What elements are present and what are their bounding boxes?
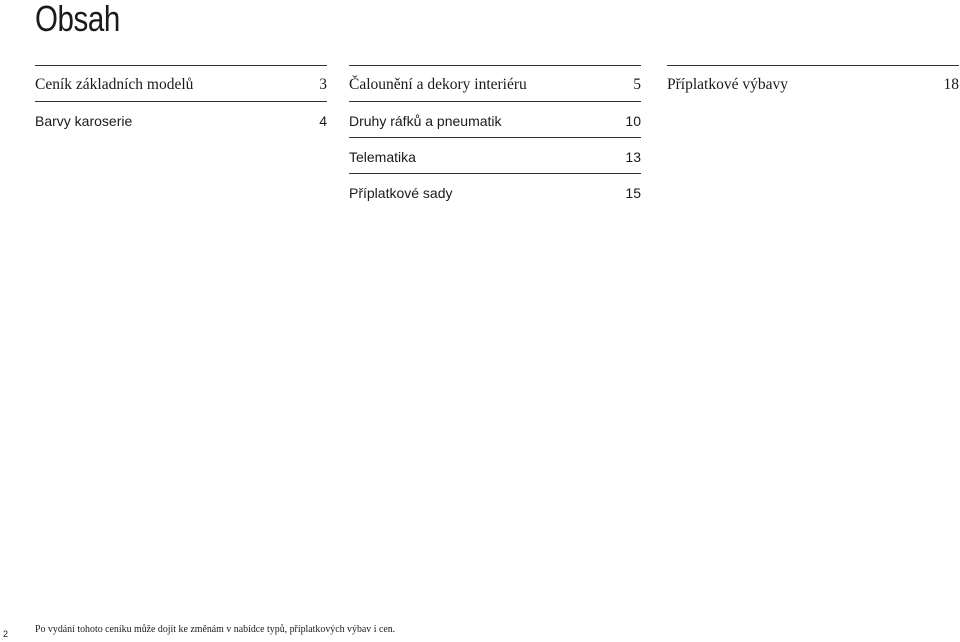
toc-entry-page: 13	[625, 149, 641, 165]
toc-entry-page: 18	[943, 76, 959, 93]
page-number: 2	[3, 629, 9, 639]
toc-entry-page: 15	[625, 185, 641, 201]
toc-entry[interactable]	[35, 65, 327, 101]
toc-entry-label: Barvy karoserie	[35, 113, 133, 129]
toc-entry-label: Příplatkové výbavy	[667, 76, 788, 93]
footer-note: Po vydání tohoto ceníku může dojít ke změnám v nabídce typů, příplatkových výbav i cen.	[35, 623, 396, 635]
toc-entry[interactable]	[349, 101, 641, 137]
toc-entry-label: Příplatkové sady	[349, 185, 453, 201]
toc-entry-label: Čalounění a dekory interiéru	[349, 76, 527, 93]
page-title: Obsah	[35, 0, 120, 39]
toc-entry-label: Druhy ráfků a pneumatik	[349, 113, 502, 129]
toc-entry[interactable]	[349, 65, 641, 101]
toc-entry-page: 4	[319, 113, 327, 129]
toc-entry[interactable]	[349, 173, 641, 209]
toc-column-2	[349, 65, 641, 209]
toc-entry[interactable]	[667, 65, 959, 101]
toc-entry-label: Ceník základních modelů	[35, 76, 194, 93]
toc-entry[interactable]	[349, 137, 641, 173]
toc-entry-page: 10	[625, 113, 641, 129]
toc-entry-page: 3	[319, 76, 327, 93]
toc-entry-page: 5	[633, 76, 641, 93]
toc-entry[interactable]	[35, 101, 327, 137]
toc-column-3	[667, 65, 959, 101]
toc-entry-label: Telematika	[349, 149, 416, 165]
toc-column-1	[35, 65, 327, 137]
